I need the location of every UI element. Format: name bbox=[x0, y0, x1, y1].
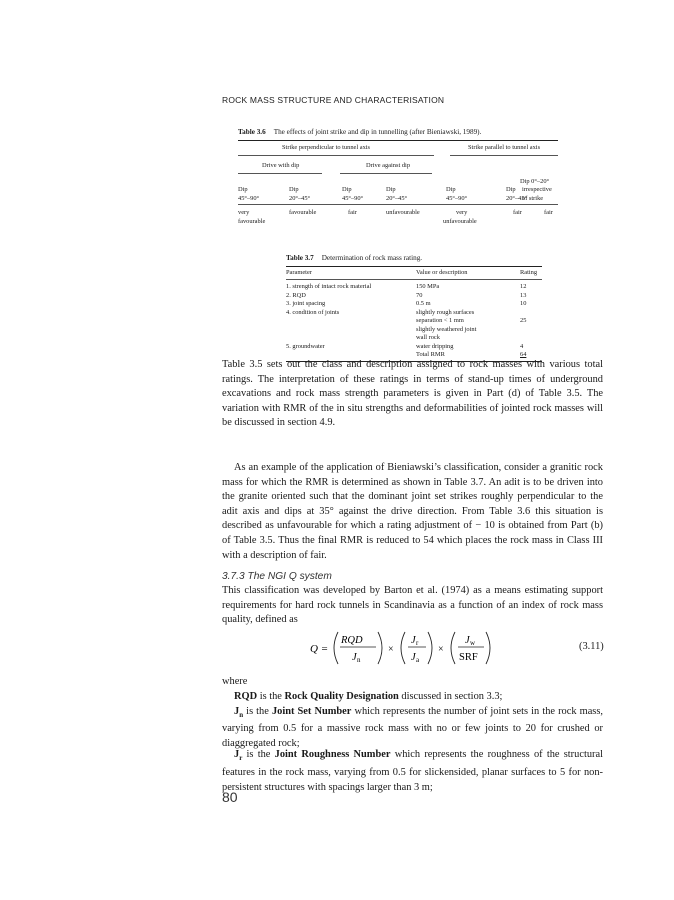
table37-row6-value: slightly weathered joint bbox=[416, 325, 477, 333]
table37-row7-value: wall rock bbox=[416, 334, 440, 341]
table36-col4-rating: unfavourable bbox=[386, 209, 420, 216]
table36-lastcol-l2: of strike bbox=[522, 195, 544, 202]
table36-col6-l1: Dip bbox=[506, 186, 516, 193]
table37-row8-param: 5. groundwater bbox=[286, 342, 325, 350]
definition-jn-text1: is the bbox=[243, 705, 272, 717]
table37-row5-value: separation < 1 mm bbox=[416, 317, 464, 324]
table36-col5-rating2: unfavourable bbox=[443, 218, 477, 225]
table37-row3-value: 0.5 m bbox=[416, 300, 431, 307]
table36-lastcol-l1: irrespective bbox=[522, 186, 552, 193]
definition-jn-text2: which represents the number of joint sets in the rock mass, varying from 0.5 for a massive rock mass with no or few joints to 20 for crushed or diaggregated rock; bbox=[222, 705, 603, 749]
equation-f1-num: RQD bbox=[341, 635, 363, 646]
equation-f2-num: J bbox=[411, 635, 416, 646]
equation-3-11 bbox=[310, 628, 520, 668]
equation-f3-den: SRF bbox=[459, 652, 478, 663]
table37-row4-param: 4. condition of joints bbox=[286, 308, 340, 316]
table36-lastcol-l0: Dip 0°–20° bbox=[520, 178, 550, 185]
equation-f2-den-sub: a bbox=[416, 656, 420, 664]
table37-caption bbox=[286, 254, 422, 262]
paren-left-1 bbox=[334, 632, 338, 664]
definition-jr-text1: is the bbox=[242, 749, 275, 761]
table36-col2-l1: Dip bbox=[289, 186, 299, 193]
definition-jr-bold: Joint Roughness Number bbox=[274, 749, 391, 761]
equation-f2-num-sub: r bbox=[416, 639, 419, 647]
table37-row4-value: slightly rough surfaces bbox=[416, 308, 475, 316]
equation-f1-den-sub: n bbox=[357, 656, 361, 664]
table37-row2-rating: 13 bbox=[520, 291, 527, 299]
definition-rqd bbox=[222, 690, 603, 705]
table37-row1-param: 1. strength of intact rock material bbox=[286, 283, 372, 290]
definition-jr-text2: which represents the roughness of the structural features in the rock mass, varying from 0.5 for slickensided, planar surfaces to 5 for non-persistent structures with spacings larger than 3 m; bbox=[222, 749, 603, 793]
table37-row8-value: water dripping bbox=[416, 342, 454, 350]
table36-group-par: Strike parallel to tunnel axis bbox=[468, 144, 541, 151]
paren-right-1 bbox=[378, 632, 382, 664]
table36-col4-l1: Dip bbox=[386, 186, 396, 193]
equation-times-1: × bbox=[388, 644, 394, 655]
table36-col6-l2: 20°–45° bbox=[506, 195, 528, 202]
table36-label: Table 3.6 bbox=[238, 128, 266, 136]
table36-col5-l1: Dip bbox=[446, 186, 456, 193]
equation-lhs: Q = bbox=[310, 643, 329, 655]
table36-lastcol-rating: fair bbox=[544, 209, 553, 216]
table36-sub-against: Drive against dip bbox=[366, 162, 411, 169]
definition-jn-sub: n bbox=[239, 710, 244, 719]
paren-right-2 bbox=[428, 632, 432, 664]
table36-col2-l2: 20°–45° bbox=[289, 195, 311, 202]
table36-col5-rating: very bbox=[456, 209, 468, 216]
table36-col1-rating2: favourable bbox=[238, 218, 266, 225]
definition-jr bbox=[222, 748, 603, 795]
paren-left-3 bbox=[451, 632, 455, 664]
table36-col6-rating: fair bbox=[513, 209, 522, 216]
definition-rqd-text1: is the bbox=[257, 691, 285, 702]
table37-header-rating: Rating bbox=[520, 269, 538, 276]
equation-times-2: × bbox=[438, 644, 444, 655]
equation-f3-num-sub: w bbox=[470, 639, 476, 647]
table37-total-label: Total RMR bbox=[416, 351, 445, 358]
table37-header-param: Parameter bbox=[286, 269, 312, 276]
table37-row1-rating: 12 bbox=[520, 283, 527, 290]
table37-label: Table 3.7 bbox=[286, 254, 314, 262]
table36-col1-rating: very bbox=[238, 209, 250, 216]
table37-header-value: Value or description bbox=[416, 269, 468, 276]
table36-col3-l1: Dip bbox=[342, 186, 352, 193]
table36-col2-rating: favourable bbox=[289, 209, 317, 216]
equation-number: (3.11) bbox=[579, 641, 604, 652]
table36-col3-rating: fair bbox=[348, 209, 357, 216]
table37-total-rating: 64 bbox=[520, 351, 527, 358]
equation-f3-num: J bbox=[465, 635, 470, 646]
table36-col3-l2: 45°–90° bbox=[342, 195, 364, 202]
paragraph-3: This classification was developed by Barton et al. (1974) as a means estimating support requirements for hard rock tunnels in Scandinavia as a function of an index of rock mass quality, defined as bbox=[222, 585, 603, 626]
page-number: 80 bbox=[222, 789, 238, 805]
definition-rqd-text2: discussed in section 3.3; bbox=[398, 691, 503, 702]
table37-caption-text: Determination of rock mass rating. bbox=[321, 254, 423, 262]
section-heading: 3.7.3 The NGI Q system bbox=[222, 571, 332, 582]
table36-group-perp: Strike perpendicular to tunnel axis bbox=[282, 144, 371, 151]
paragraph-2: As an example of the application of Bieniawski’s classification, consider a granitic rock mass for which the RMR is determined as shown in Table 3.7. An adit is to be driven into the granite oriented such that the dominant joint set strikes roughly perpendicular to the adit axis and dips at 35° against the drive direction. From Table 3.6 this situation is described as unfavourable for which a rating adjustment of − 10 is obtained from Part (b) of Table 3.5. Thus the final RMR is reduced to 54 which places the rock mass in Class III with a description of fair. bbox=[222, 462, 603, 561]
table37-row3-rating: 10 bbox=[520, 300, 527, 307]
definition-jr-sub: r bbox=[239, 754, 243, 763]
definition-rqd-bold: Rock Quality Designation bbox=[284, 691, 399, 702]
table37-row1-value: 150 MPa bbox=[416, 283, 440, 290]
table36-caption bbox=[238, 128, 481, 136]
table37-row2-param: 2. RQD bbox=[286, 291, 306, 299]
table36-caption-text: The effects of joint strike and dip in tunnelling (after Bieniawski, 1989). bbox=[273, 128, 482, 136]
running-header: ROCK MASS STRUCTURE AND CHARACTERISATION bbox=[222, 95, 445, 105]
equation-f1-den: J bbox=[352, 652, 357, 663]
table36-col4-l2: 20°–45° bbox=[386, 195, 408, 202]
paren-right-3 bbox=[486, 632, 490, 664]
paren-left-2 bbox=[401, 632, 405, 664]
definition-jn-bold: Joint Set Number bbox=[271, 705, 352, 717]
table37-row3-param: 3. joint spacing bbox=[286, 300, 326, 307]
definition-jn bbox=[222, 705, 603, 752]
where-label: where bbox=[222, 676, 248, 687]
paragraph-1: Table 3.5 sets out the class and description assigned to rock masses with various total ratings. The interpretation of these ratings in terms of stand-up times of underground excavations and rock mass strength parameters is given in Part (d) of Table 3.5. The variation with RMR of the in situ strengths and deformabilities of jointed rock masses will be discussed in section 4.9. bbox=[222, 359, 603, 429]
table37-row5-rating: 25 bbox=[520, 317, 527, 324]
table36-col1-l2: 45°–90° bbox=[238, 195, 260, 202]
definition-rqd-term: RQD bbox=[234, 691, 258, 702]
definition-jn-term: J bbox=[234, 705, 240, 717]
table37-row8-rating: 4 bbox=[520, 342, 524, 350]
table36-col5-l2: 45°–90° bbox=[446, 195, 468, 202]
table37-row2-value: 70 bbox=[416, 291, 423, 299]
equation-f2-den: J bbox=[411, 652, 416, 663]
table36-col1-l1: Dip bbox=[238, 186, 248, 193]
table36-sub-with: Drive with dip bbox=[262, 162, 300, 169]
definition-jr-term: J bbox=[234, 749, 240, 761]
